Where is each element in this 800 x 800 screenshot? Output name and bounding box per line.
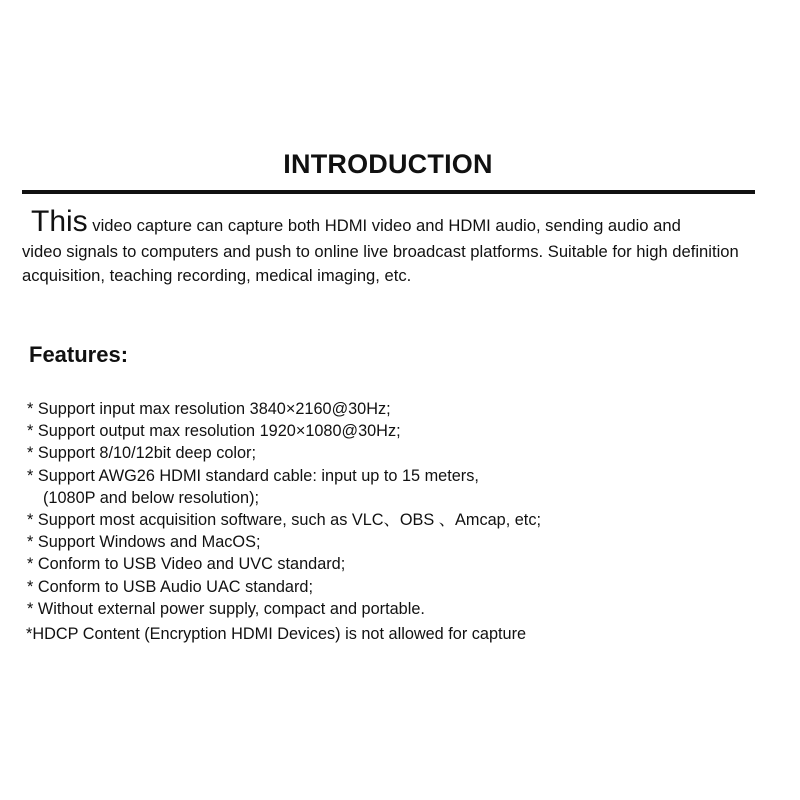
features-list	[27, 398, 787, 620]
list-item: * Support Windows and MacOS;	[27, 533, 261, 552]
list-item: * Conform to USB Video and UVC standard;	[27, 555, 346, 574]
list-item: * Support 8/10/12bit deep color;	[27, 444, 257, 463]
title-divider	[22, 190, 755, 194]
list-item: * Support input max resolution 3840×2160@30Hz;	[27, 400, 391, 418]
intro-line-1	[22, 204, 792, 240]
list-item: * Conform to USB Audio UAC standard;	[27, 577, 313, 596]
list-item: * Support most acquisition software, such as VLC、OBS 、Amcap, etc;	[27, 511, 541, 530]
intro-lead-word: This	[31, 205, 88, 238]
list-item: * Support AWG26 HDMI standard cable: input up to 15 meters,	[27, 466, 479, 485]
list-item: * Without external power supply, compact and portable.	[27, 599, 425, 618]
list-item: * Support output max resolution 1920×1080@30Hz;	[27, 422, 401, 441]
hdcp-note: *HDCP Content (Encryption HDMI Devices) is not allowed for capture	[26, 625, 527, 643]
intro-line-3: acquisition, teaching recording, medical imaging, etc.	[22, 266, 412, 285]
intro-line-2: video signals to computers and push to online live broadcast platforms. Suitable for high definition	[22, 242, 739, 261]
intro-line-1-text: video capture can capture both HDMI video and HDMI audio, sending audio and	[87, 216, 681, 235]
list-item: (1080P and below resolution);	[43, 488, 260, 507]
intro-paragraph	[22, 204, 792, 288]
page-title: INTRODUCTION	[283, 149, 493, 179]
features-heading: Features:	[29, 342, 129, 367]
